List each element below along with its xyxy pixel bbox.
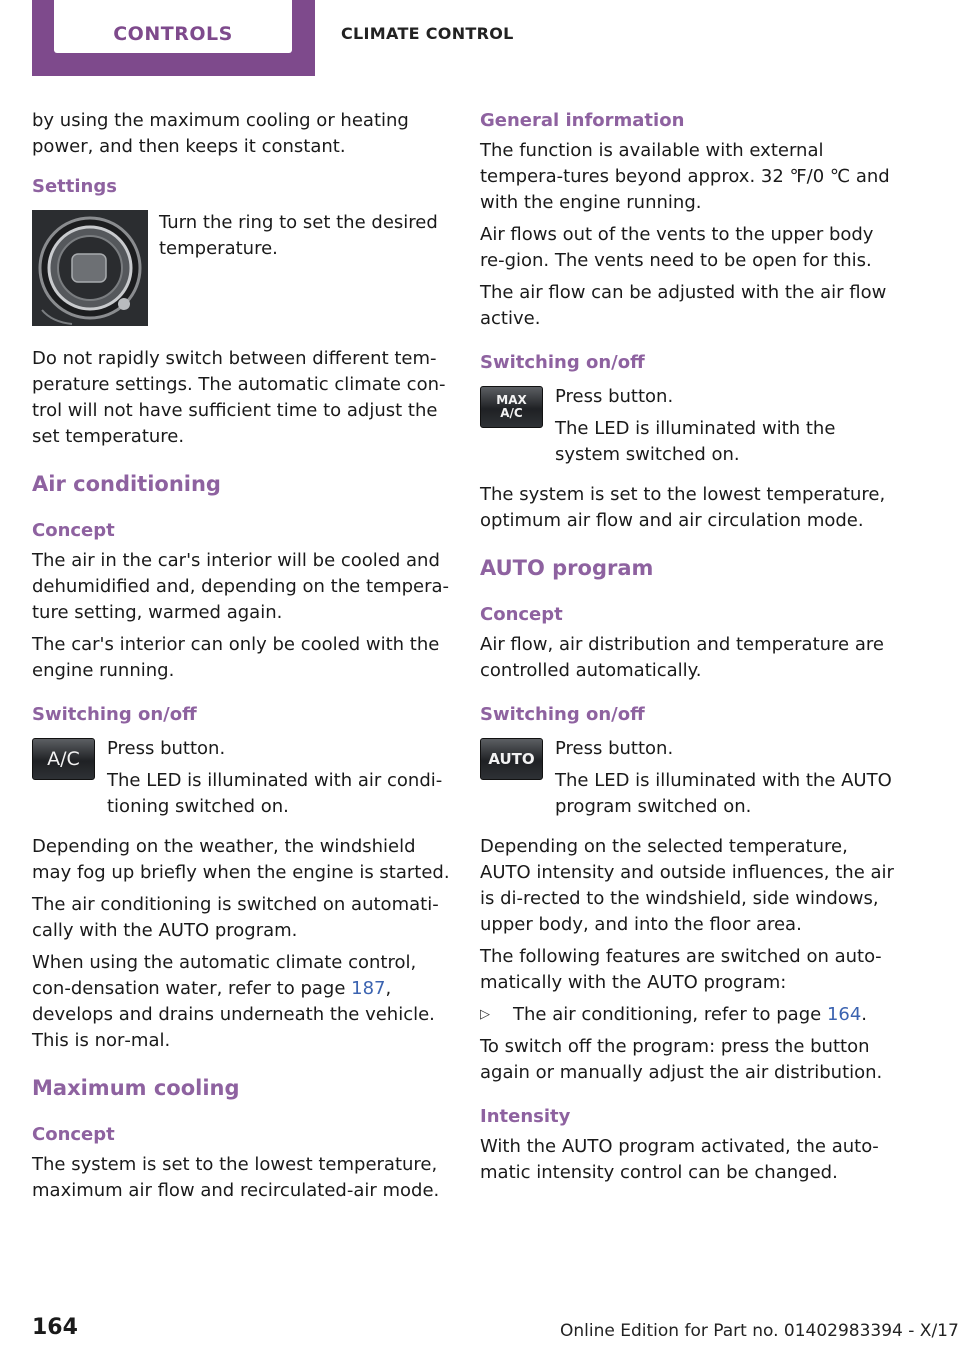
- page-link-164[interactable]: 164: [826, 1004, 862, 1025]
- auto-feature-list-item: [480, 1002, 900, 1028]
- auto-press-text: Press button.: [555, 738, 674, 759]
- bullet-text-post: .: [861, 1004, 868, 1025]
- ac-button-row: [32, 736, 452, 820]
- settings-warning: Do not rapidly switch between different tem‐perature settings. The automatic climate con‐trol will not have sufficient time to adjust the set temperature.: [32, 348, 446, 447]
- ac-concept-text-2: The car's interior can only be cooled with the engine running.: [32, 634, 440, 681]
- auto-text-2: The following features are switched on auto‐matically with the AUTO program:: [480, 946, 882, 993]
- intensity-heading: Intensity: [480, 1106, 571, 1127]
- auto-text-1: Depending on the selected temperature, AUTO intensity and outside influences, the air is di‐rected to the windshield, side windows, upper body, and into the floor area.: [480, 836, 894, 935]
- left-column: [32, 108, 452, 1210]
- bullet-triangle-icon: ▷: [480, 1007, 490, 1022]
- max-button-line-2: A/C: [500, 406, 523, 420]
- ac-text-3-post: , develops and drains underneath the vehicle. This is nor‐mal.: [32, 978, 435, 1051]
- general-info-text-3: The air flow can be adjusted with the air flow active.: [480, 282, 887, 329]
- ac-text-3: [32, 950, 452, 1054]
- ac-concept-heading: Concept: [32, 520, 115, 541]
- max-switch-heading: Switching on/off: [480, 352, 645, 373]
- auto-button-icon: AUTO: [480, 738, 543, 780]
- general-info-text-2: Air flows out of the vents to the upper body re‐gion. The vents need to be open for this.: [480, 224, 874, 271]
- page-header: [0, 0, 960, 76]
- ac-button-icon: A/C: [32, 738, 95, 780]
- chapter-tab-label: CONTROLS: [54, 0, 292, 53]
- max-text-1: The system is set to the lowest temperature, optimum air flow and air circulation mode.: [480, 484, 886, 531]
- max-concept-heading: Concept: [32, 1124, 115, 1145]
- ac-text-2: The air conditioning is switched on automati‐cally with the AUTO program.: [32, 894, 439, 941]
- ac-switch-heading: Switching on/off: [32, 704, 197, 725]
- auto-button-row: [480, 736, 900, 820]
- max-button-line-1: MAX: [496, 393, 527, 407]
- auto-concept-text: Air flow, air distribution and temperature are controlled automatically.: [480, 634, 884, 681]
- ac-heading: Air conditioning: [32, 472, 221, 496]
- settings-figure-row: [32, 210, 452, 328]
- max-press-text: Press button.: [555, 386, 674, 407]
- ac-led-span: The LED is illuminated with air condi‐tioning switched on.: [107, 770, 443, 817]
- max-ac-button-icon: [480, 386, 543, 428]
- edition-footer: Online Edition for Part no. 01402983394 - X/17: [560, 1321, 959, 1341]
- right-column: [480, 108, 900, 1192]
- ac-concept-text-1: The air in the car's interior will be cooled and dehumidified and, depending on the tempera‐ture setting, warmed again.: [32, 550, 450, 623]
- ac-led-text: [32, 768, 452, 820]
- max-concept-text: The system is set to the lowest temperature, maximum air flow and recirculated-air mode.: [32, 1154, 440, 1201]
- auto-program-heading: AUTO program: [480, 556, 654, 580]
- settings-heading: Settings: [32, 176, 117, 197]
- ac-press-text: Press button.: [107, 738, 226, 759]
- max-cooling-heading: Maximum cooling: [32, 1076, 240, 1100]
- ac-text-3-pre: When using the automatic climate control, con‐densation water, refer to page: [32, 952, 417, 999]
- auto-text-3: To switch off the program: press the button again or manually adjust the air distribution.: [480, 1036, 883, 1083]
- auto-switch-heading: Switching on/off: [480, 704, 645, 725]
- auto-concept-heading: Concept: [480, 604, 563, 625]
- ac-text-1: Depending on the weather, the windshield may fog up briefly when the engine is started.: [32, 836, 450, 883]
- intensity-text: With the AUTO program activated, the auto‐matic intensity control can be changed.: [480, 1136, 879, 1183]
- section-title: CLIMATE CONTROL: [341, 24, 514, 43]
- max-button-row: [480, 384, 900, 468]
- general-info-text-1: The function is available with external tempera‐tures beyond approx. 32 ℉/0 ℃ and with the engine running.: [480, 140, 890, 213]
- max-led-text: The LED is illuminated with the system switched on.: [555, 418, 836, 465]
- general-info-heading: General information: [480, 110, 685, 131]
- page-link-187[interactable]: 187: [351, 978, 386, 999]
- temperature-ring-image: [32, 210, 148, 326]
- chapter-tab: [32, 0, 315, 76]
- page-number: 164: [32, 1315, 78, 1340]
- bullet-text-pre: The air conditioning, refer to page: [513, 1004, 827, 1025]
- auto-led-text: The LED is illuminated with the AUTO program switched on.: [555, 770, 892, 817]
- settings-instruction: Turn the ring to set the desired temperature.: [159, 212, 438, 259]
- intro-text: by using the maximum cooling or heating power, and then keeps it constant.: [32, 110, 409, 157]
